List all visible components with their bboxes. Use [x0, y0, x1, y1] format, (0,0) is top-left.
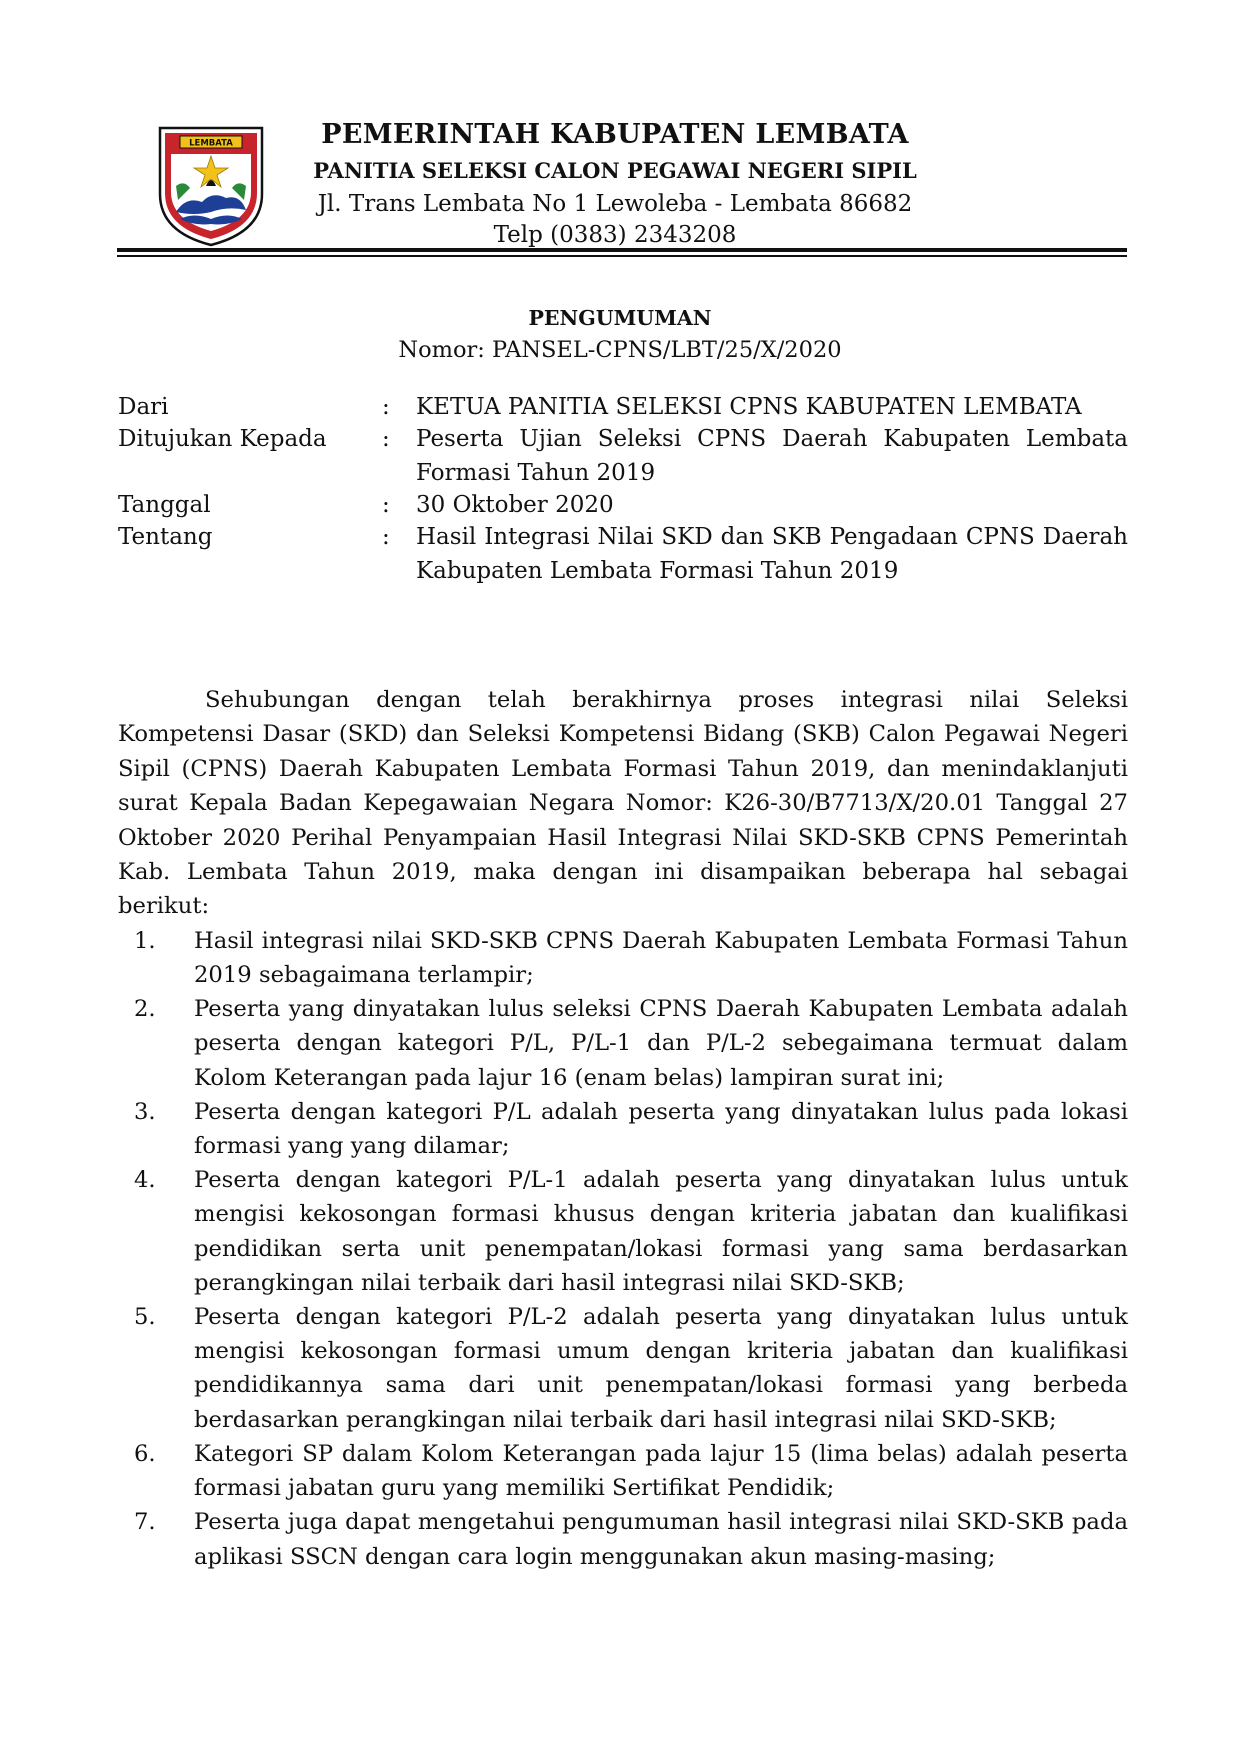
memo-field-from — [118, 390, 1128, 424]
intro-paragraph: Sehubungan dengan telah berakhirnya proses integrasi nilai Seleksi Kompetensi Dasar (SKD) dan Seleksi Kompetensi Bidang (SKB) Calon Pegawai Negeri Sipil (CPNS) Daerah Kabupaten Lembata Formasi Tahun 2019, dan menindaklanjuti surat Kepala Badan Kepegawaian Negara Nomor: K26-30/B7713/X/20.01 Tanggal 27 Oktober 2020 Perihal Penyampaian Hasil Integrasi Nilai SKD-SKB CPNS Pemerintah Kab. Lembata Tahun 2019, maka dengan ini disampaikan beberapa hal sebagai berikut: — [118, 687, 1128, 920]
memo-field-label: Tentang — [118, 524, 213, 550]
memo-field-value: KETUA PANITIA SELEKSI CPNS KABUPATEN LEMBATA — [416, 394, 1082, 420]
memo-field-colon: : — [382, 426, 390, 452]
document-number: Nomor: PANSEL-CPNS/LBT/25/X/2020 — [398, 337, 842, 363]
list-item — [118, 1095, 1128, 1163]
list-item-text: Peserta dengan kategori P/L adalah peserta yang dinyatakan lulus pada lokasi formasi yang yang dilamar; — [194, 1098, 1128, 1160]
list-item-text: Peserta dengan kategori P/L-2 adalah peserta yang dinyatakan lulus untuk mengisi kekosongan formasi umum dengan kriteria jabatan dan kualifikasi pendidikannya sama dari unit penempatan/lokasi formasi yang berbeda berdasarkan perangkingan nilai terbaik dari hasil integrasi nilai SKD-SKB; — [194, 1304, 1128, 1433]
document-title — [0, 302, 1240, 366]
memo-field-label: Tanggal — [118, 492, 211, 518]
memo-field-label: Dari — [118, 394, 169, 420]
letterhead — [270, 116, 960, 251]
memo-field-label: Ditujukan Kepada — [118, 426, 327, 452]
svg-text:LEMBATA: LEMBATA — [189, 138, 233, 149]
memo-field-colon: : — [382, 394, 390, 420]
memo-field-subject — [118, 520, 1128, 588]
memo-field-colon: : — [382, 492, 390, 518]
list-item-number: 5. — [134, 1304, 156, 1331]
letterhead-address: Jl. Trans Lembata No 1 Lewoleba - Lembata 86682 — [317, 191, 913, 217]
letterhead-divider-thin — [117, 255, 1127, 257]
list-item-number: 3. — [134, 1098, 156, 1125]
list-item-number: 2. — [134, 996, 156, 1023]
list-item-text: Kategori SP dalam Kolom Keterangan pada lajur 15 (lima belas) adalah peserta formasi jabatan guru yang memiliki Sertifikat Pendidik; — [194, 1440, 1128, 1502]
list-item-number: 6. — [134, 1440, 156, 1467]
list-item — [118, 1300, 1128, 1437]
list-item-number: 1. — [134, 927, 156, 954]
list-item-number: 7. — [134, 1509, 156, 1536]
list-item-text: Peserta yang dinyatakan lulus seleksi CPNS Daerah Kabupaten Lembata adalah peserta dengan kategori P/L, P/L-1 dan P/L-2 sebegaimana termuat dalam Kolom Keterangan pada lajur 16 (enam belas) lampiran surat ini; — [194, 996, 1128, 1091]
list-item-text: Peserta juga dapat mengetahui pengumuman hasil integrasi nilai SKD-SKB pada aplikasi SSCN dengan cara login menggunakan akun masing-masing; — [194, 1509, 1128, 1570]
memo-field-colon: : — [382, 524, 390, 550]
memo-field-value: 30 Oktober 2020 — [416, 492, 614, 518]
memo-field-value: Peserta Ujian Seleksi CPNS Daerah Kabupaten Lembata Formasi Tahun 2019 — [416, 426, 1128, 486]
letterhead-phone: Telp (0383) 2343208 — [493, 222, 737, 248]
list-item — [118, 1163, 1128, 1300]
document-heading: PENGUMUMAN — [528, 306, 712, 330]
lembata-coat-of-arms-icon — [156, 124, 266, 248]
announcement-points — [118, 924, 1128, 1574]
list-item — [118, 1505, 1128, 1573]
list-item — [118, 992, 1128, 1095]
letterhead-government-name: PEMERINTAH KABUPATEN LEMBATA — [321, 119, 909, 150]
memo-fields — [118, 390, 1128, 588]
list-item-text: Peserta dengan kategori P/L-1 adalah peserta yang dinyatakan lulus untuk mengisi kekosongan formasi khusus dengan kriteria jabatan dan kualifikasi pendidikan serta unit penempatan/lokasi formasi yang sama berdasarkan perangkingan nilai terbaik dari hasil integrasi nilai SKD-SKB; — [194, 1167, 1128, 1296]
list-item — [118, 924, 1128, 992]
letterhead-divider-thick — [117, 248, 1127, 252]
list-item-number: 4. — [134, 1167, 156, 1194]
memo-field-date — [118, 488, 1128, 522]
list-item-text: Hasil integrasi nilai SKD-SKB CPNS Daerah Kabupaten Lembata Formasi Tahun 2019 sebagaimana terlampir; — [194, 927, 1128, 989]
list-item — [118, 1437, 1128, 1505]
letterhead-committee-name: PANITIA SELEKSI CALON PEGAWAI NEGERI SIPIL — [313, 158, 917, 183]
memo-field-value: Hasil Integrasi Nilai SKD dan SKB Pengadaan CPNS Daerah Kabupaten Lembata Formasi Tahun 2019 — [416, 524, 1128, 584]
announcement-body — [118, 683, 1128, 1574]
memo-field-to — [118, 422, 1128, 490]
